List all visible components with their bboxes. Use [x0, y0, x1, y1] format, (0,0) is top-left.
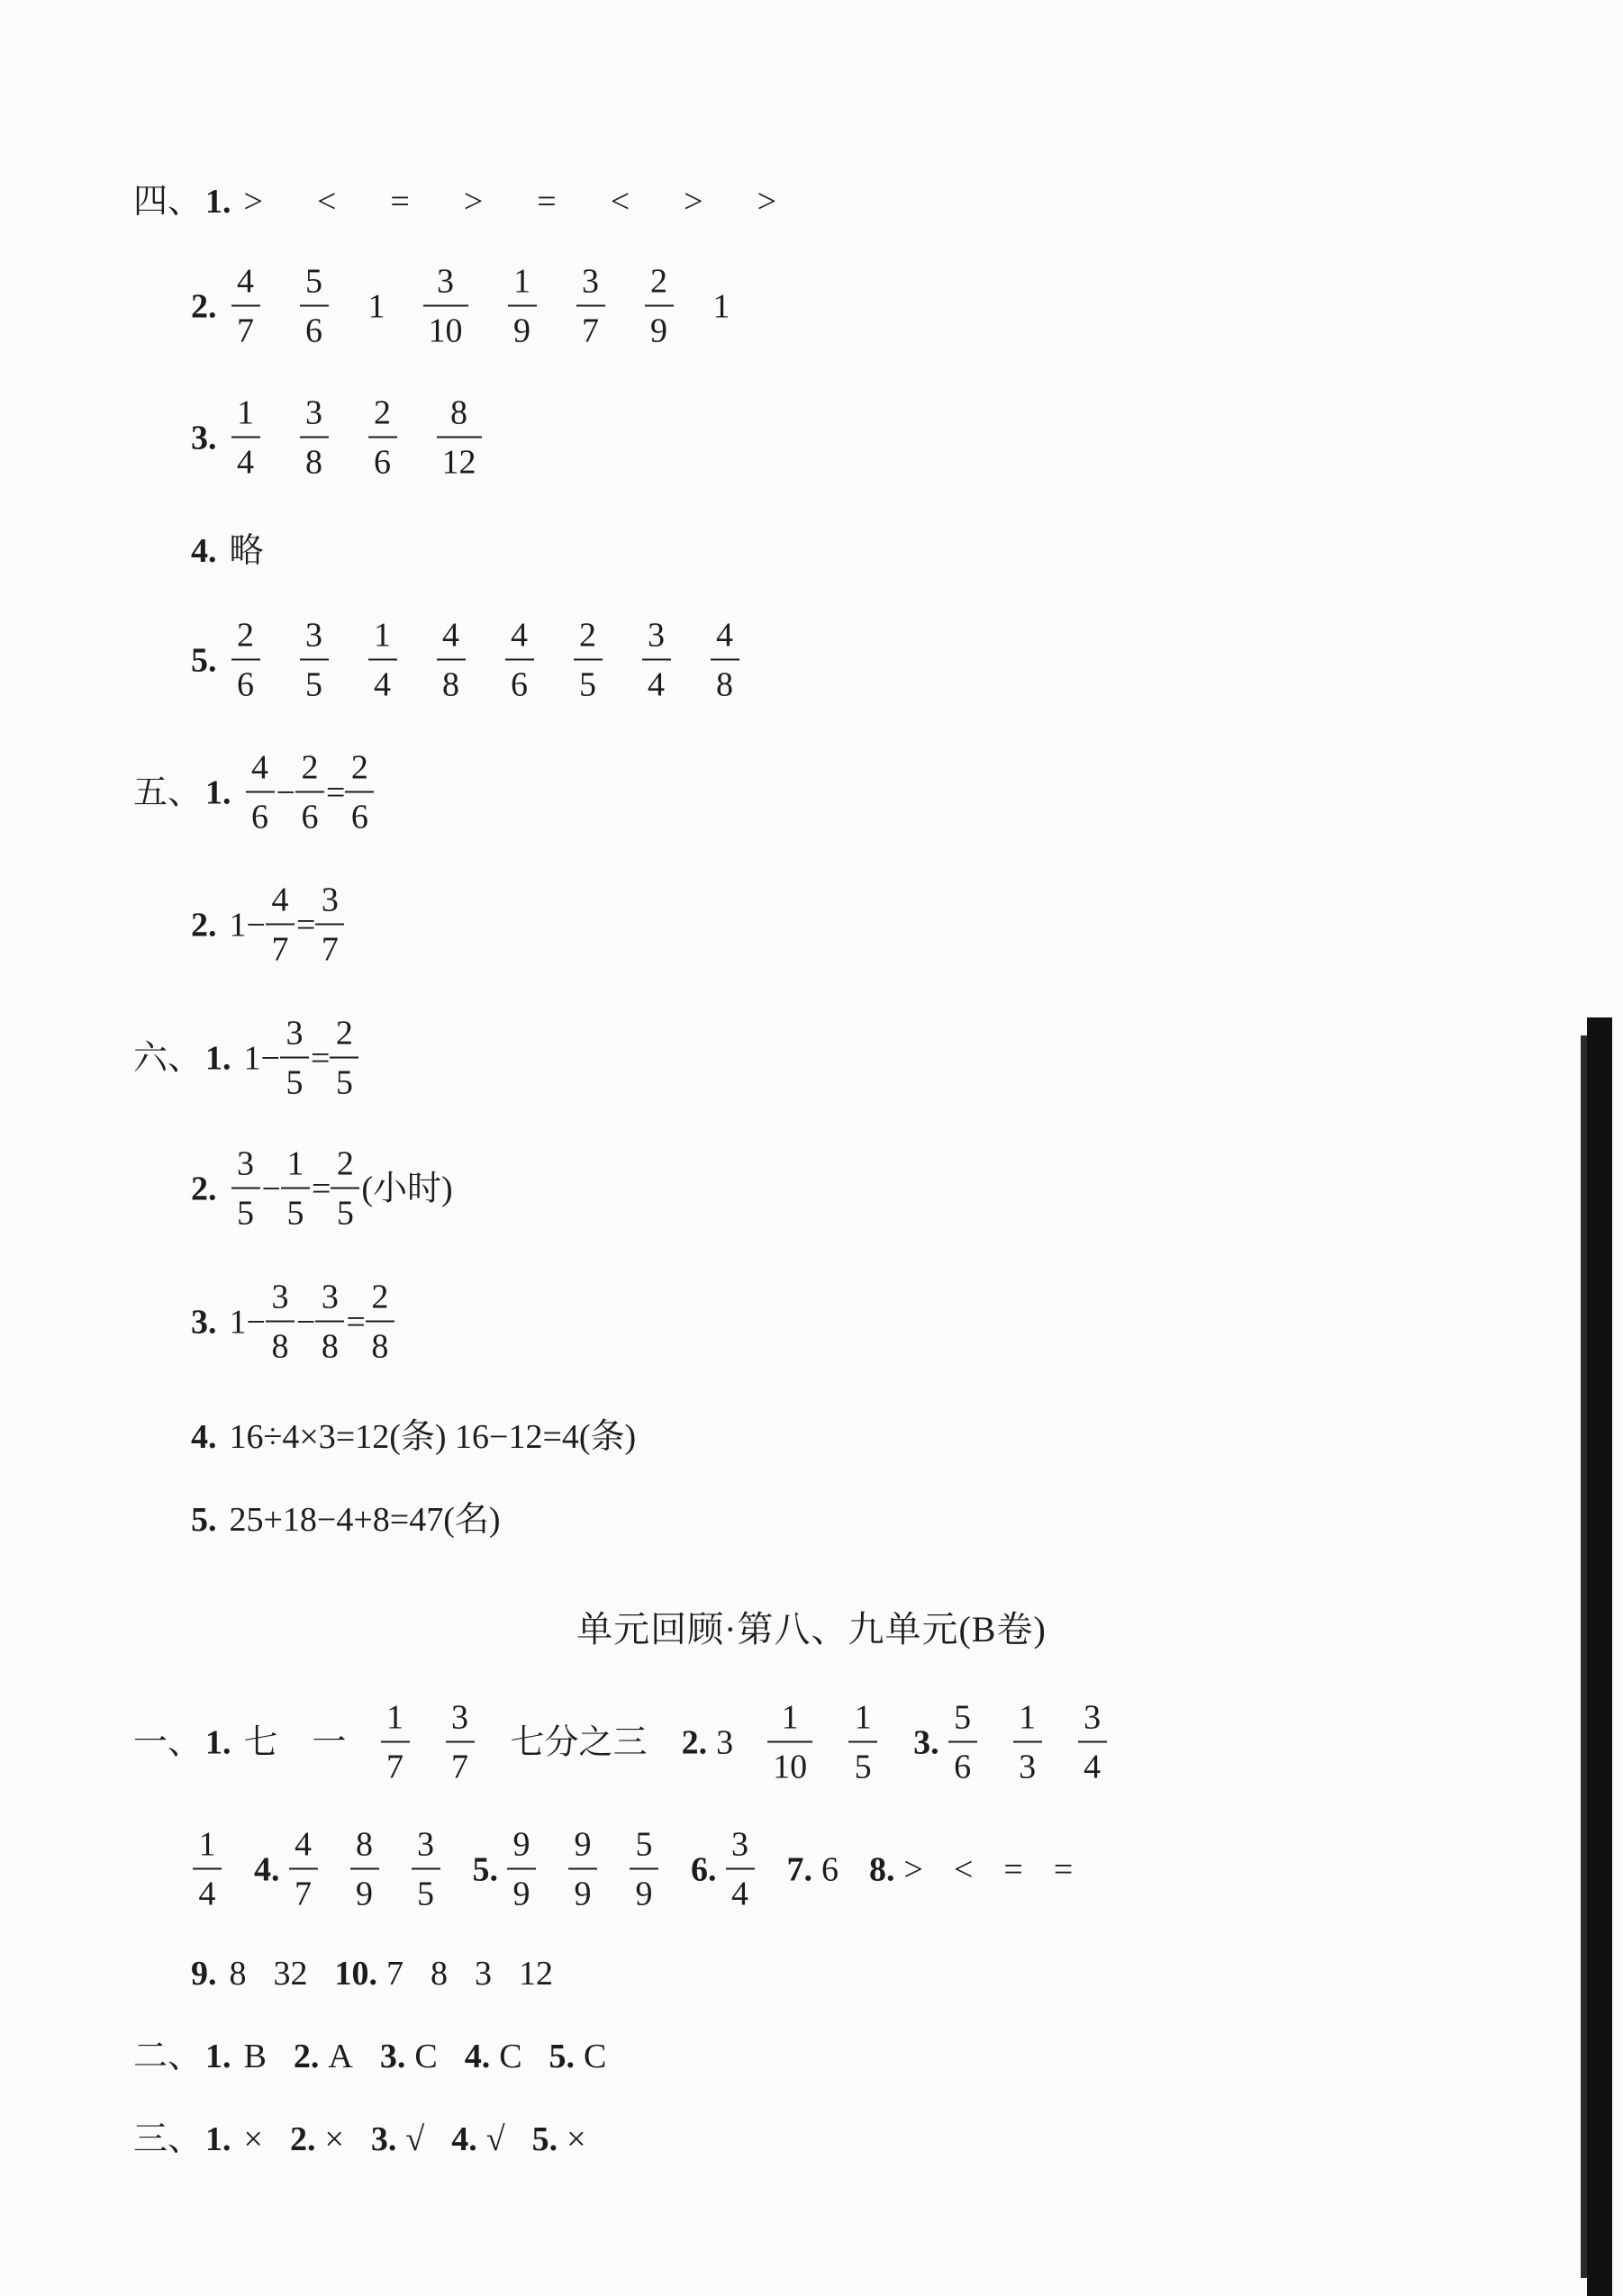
answer-text: 3	[475, 1955, 492, 1993]
question-number: 1.	[205, 2038, 231, 2075]
denominator: 6	[301, 798, 319, 836]
answer-text: 8	[229, 1955, 247, 1993]
fraction	[193, 1825, 222, 1913]
answer-text: ×	[243, 2120, 263, 2158]
denominator: 8	[371, 1327, 389, 1366]
denominator: 5	[417, 1875, 434, 1913]
answer-text: =	[295, 906, 316, 944]
numerator: 3	[321, 881, 339, 919]
fraction	[767, 1698, 812, 1786]
answer-text: 6	[821, 1850, 839, 1888]
question-number: 5.	[531, 2120, 558, 2158]
answer-text: 32	[273, 1955, 308, 1993]
answer-text: 七分之三	[510, 1723, 648, 1761]
numerator: 2	[374, 393, 391, 432]
numerator: 3	[437, 262, 454, 301]
numerator: 1	[513, 262, 530, 301]
answer-text: 3	[716, 1723, 734, 1761]
fraction	[231, 1144, 260, 1233]
answer-text: >	[903, 1850, 923, 1888]
fraction	[505, 616, 534, 704]
denominator: 4	[648, 665, 665, 704]
numerator: 1	[198, 1825, 216, 1864]
answer-text: 1	[367, 287, 385, 325]
fraction	[231, 262, 260, 350]
fraction	[948, 1698, 977, 1786]
numerator: 4	[442, 616, 459, 655]
denominator: 5	[336, 1194, 354, 1233]
numerator: 4	[251, 748, 269, 787]
answer-text: =	[346, 1303, 366, 1341]
numerator: 1	[237, 393, 254, 432]
question-number: 2.	[293, 2038, 320, 2075]
scan-edge-shadow-inner	[1581, 1035, 1587, 2278]
numerator: 9	[574, 1825, 592, 1864]
denominator: 8	[305, 443, 322, 482]
fraction	[266, 1280, 295, 1364]
denominator: 10	[773, 1748, 808, 1786]
answer-line	[191, 1503, 501, 1537]
section-label: 六、	[133, 1039, 203, 1077]
question-number: 2.	[289, 2120, 316, 2158]
denominator: 8	[321, 1327, 339, 1366]
question-number: 3.	[379, 2038, 406, 2075]
denominator: 9	[574, 1875, 592, 1913]
denominator: 5	[305, 665, 322, 704]
numerator: 3	[321, 1278, 339, 1316]
fraction	[437, 393, 482, 482]
fraction	[446, 1698, 475, 1786]
answer-text: =	[1003, 1850, 1023, 1888]
fraction	[508, 262, 537, 350]
fraction	[345, 748, 374, 836]
section-title: 单元回顾·第八、九单元(B卷)	[576, 1609, 1047, 1650]
denominator: 6	[374, 443, 391, 482]
fraction	[423, 262, 468, 350]
denominator: 10	[428, 312, 463, 350]
numerator: 4	[511, 616, 528, 655]
question-number: 5.	[472, 1850, 498, 1888]
question-number: 10.	[334, 1955, 377, 1993]
fraction	[726, 1825, 755, 1913]
question-number: 2.	[191, 1170, 217, 1207]
fraction	[1013, 1698, 1042, 1786]
answer-line	[133, 2122, 586, 2156]
fraction	[568, 1825, 597, 1913]
numerator: 5	[305, 262, 322, 301]
answer-text: C	[499, 2038, 522, 2075]
denominator: 12	[441, 443, 476, 482]
question-number: 8.	[869, 1850, 895, 1888]
answer-line	[191, 262, 730, 350]
denominator: 4	[1084, 1748, 1102, 1786]
fraction	[300, 616, 329, 704]
numerator: 9	[512, 1825, 530, 1864]
denominator: 9	[512, 1875, 530, 1913]
fraction	[645, 262, 674, 350]
numerator: 2	[301, 748, 319, 787]
numerator: 3	[237, 1144, 254, 1183]
answer-text: >	[463, 183, 484, 221]
numerator: 3	[271, 1278, 289, 1316]
numerator: 2	[335, 1014, 353, 1053]
denominator: 8	[716, 665, 733, 704]
numerator: 3	[305, 393, 322, 432]
denominator: 6	[237, 665, 254, 704]
denominator: 8	[271, 1327, 289, 1366]
numerator: 2	[237, 616, 254, 655]
denominator: 6	[251, 798, 269, 836]
answer-line	[191, 616, 741, 704]
fraction	[295, 748, 324, 836]
denominator: 9	[635, 1875, 653, 1913]
fraction	[350, 1825, 379, 1913]
fraction	[315, 1280, 344, 1364]
fraction	[368, 393, 397, 482]
question-number: 4.	[191, 1418, 217, 1456]
answer-line	[133, 1698, 1109, 1786]
fraction	[231, 616, 260, 704]
denominator: 9	[513, 312, 530, 350]
answer-line	[191, 1144, 453, 1233]
question-number: 9.	[191, 1955, 217, 1993]
fraction	[368, 616, 397, 704]
question-number: 2.	[191, 906, 217, 944]
section-label: 五、	[133, 773, 203, 811]
question-number: 4.	[254, 1850, 280, 1888]
numerator: 2	[650, 262, 667, 301]
question-number: 1.	[205, 2120, 231, 2158]
section-label: 一、	[133, 1723, 203, 1761]
fraction	[281, 1144, 310, 1233]
question-number: 5.	[191, 641, 217, 679]
numerator: 1	[386, 1698, 404, 1737]
scan-edge-shadow	[1587, 1017, 1612, 2296]
answer-line	[191, 1957, 553, 1991]
fraction	[331, 1144, 359, 1233]
question-number: 4.	[191, 532, 217, 570]
fraction	[300, 262, 329, 350]
denominator: 7	[271, 930, 289, 969]
numerator: 2	[350, 748, 368, 787]
answer-text: 16÷4×3=12(条) 16−12=4(条)	[229, 1418, 637, 1456]
question-number: 3.	[913, 1723, 939, 1761]
denominator: 7	[295, 1875, 312, 1913]
numerator: 8	[356, 1825, 373, 1864]
denominator: 3	[1019, 1748, 1037, 1786]
fraction	[574, 616, 603, 704]
answer-text: −	[261, 1170, 281, 1207]
numerator: 1	[1019, 1698, 1037, 1737]
answer-text: 1−	[243, 1039, 280, 1077]
fraction	[330, 1014, 358, 1102]
question-number: 1.	[205, 1039, 231, 1077]
fraction	[630, 1825, 658, 1913]
denominator: 4	[731, 1875, 748, 1913]
answer-text: √	[485, 2120, 505, 2158]
answer-line	[133, 185, 776, 219]
fraction	[437, 616, 466, 704]
denominator: 4	[237, 443, 254, 482]
numerator: 5	[635, 1825, 653, 1864]
numerator: 3	[451, 1698, 469, 1737]
denominator: 5	[286, 1063, 304, 1102]
answer-text: 25+18−4+8=47(名)	[229, 1501, 501, 1539]
answer-text: 7	[386, 1955, 403, 1993]
answer-line	[133, 2039, 606, 2074]
answer-text: <	[953, 1850, 974, 1888]
question-number: 6.	[691, 1850, 717, 1888]
section-label: 二、	[133, 2038, 203, 2075]
answer-line	[133, 748, 376, 836]
answer-text: 1−	[229, 906, 266, 944]
fraction	[231, 393, 260, 482]
numerator: 3	[286, 1014, 304, 1053]
question-number: 2.	[191, 287, 217, 325]
question-number: 1.	[205, 773, 231, 811]
denominator: 6	[350, 798, 368, 836]
question-number: 2.	[681, 1723, 708, 1761]
denominator: 5	[237, 1194, 254, 1233]
denominator: 8	[442, 665, 459, 704]
numerator: 3	[648, 616, 665, 655]
question-number: 5.	[549, 2038, 576, 2075]
denominator: 5	[854, 1748, 872, 1786]
answer-text: 略	[229, 532, 264, 570]
numerator: 2	[579, 616, 596, 655]
numerator: 4	[237, 262, 254, 301]
question-number: 4.	[464, 2038, 491, 2075]
answer-text: C	[584, 2038, 607, 2075]
question-number: 4.	[451, 2120, 477, 2158]
numerator: 3	[582, 262, 599, 301]
answer-text: =	[310, 1039, 331, 1077]
fraction	[300, 393, 329, 482]
answer-text: C	[414, 2038, 438, 2075]
question-number: 1.	[205, 1723, 231, 1761]
question-number: 5.	[191, 1501, 217, 1539]
answer-text: B	[243, 2038, 267, 2075]
answer-text: 七	[243, 1723, 278, 1761]
numerator: 2	[371, 1278, 389, 1316]
numerator: 3	[1084, 1698, 1102, 1737]
fraction	[412, 1825, 440, 1913]
question-number: 1.	[205, 183, 231, 221]
answer-text: >	[684, 183, 703, 221]
fraction	[280, 1014, 309, 1102]
answer-text: 一	[312, 1723, 347, 1761]
fraction	[507, 1825, 536, 1913]
fraction	[381, 1698, 410, 1786]
answer-text: √	[405, 2120, 425, 2158]
answer-text: <	[610, 183, 630, 221]
answer-text: −	[276, 773, 295, 811]
answer-text: =	[390, 183, 410, 221]
question-number: 7.	[786, 1850, 812, 1888]
denominator: 4	[198, 1875, 216, 1913]
answer-text: =	[1053, 1850, 1074, 1888]
numerator: 1	[854, 1698, 872, 1737]
fraction	[266, 883, 295, 967]
answer-text: =	[537, 183, 557, 221]
answer-line	[191, 1280, 396, 1364]
denominator: 9	[356, 1875, 373, 1913]
answer-line	[191, 883, 346, 967]
question-number: 3.	[370, 2120, 397, 2158]
denominator: 7	[582, 312, 599, 350]
fraction	[246, 748, 275, 836]
fraction	[315, 883, 344, 967]
answer-text: ×	[567, 2120, 586, 2158]
section-label: 四、	[133, 183, 203, 221]
question-number: 3.	[191, 1303, 217, 1341]
answer-text: 1−	[229, 1303, 266, 1341]
answer-line	[191, 393, 484, 482]
answer-text: ×	[324, 2120, 344, 2158]
numerator: 3	[731, 1825, 748, 1864]
answer-text: >	[757, 183, 777, 221]
denominator: 9	[650, 312, 667, 350]
answer-text: −	[295, 1303, 316, 1341]
denominator: 7	[386, 1748, 404, 1786]
numerator: 3	[417, 1825, 434, 1864]
denominator: 6	[305, 312, 322, 350]
denominator: 5	[335, 1063, 353, 1102]
answer-text: 12	[519, 1955, 553, 1993]
answer-line	[191, 1420, 636, 1454]
fraction	[642, 616, 671, 704]
section-label: 三、	[133, 2120, 203, 2158]
numerator: 1	[374, 616, 391, 655]
answer-line	[133, 1014, 360, 1102]
answer-line	[191, 1825, 1074, 1913]
denominator: 7	[237, 312, 254, 350]
fraction	[366, 1280, 394, 1364]
numerator: 5	[954, 1698, 972, 1737]
denominator: 4	[374, 665, 391, 704]
answer-text: =	[325, 773, 346, 811]
answer-text: 8	[431, 1955, 448, 1993]
numerator: 4	[295, 1825, 312, 1864]
denominator: 5	[286, 1194, 304, 1233]
numerator: 2	[336, 1144, 354, 1183]
numerator: 1	[286, 1144, 304, 1183]
denominator: 7	[321, 930, 339, 969]
fraction	[576, 262, 605, 350]
numerator: 3	[305, 616, 322, 655]
fraction	[289, 1825, 318, 1913]
numerator: 1	[781, 1698, 799, 1737]
denominator: 7	[451, 1748, 469, 1786]
fraction	[1078, 1698, 1107, 1786]
answer-line	[191, 534, 264, 568]
answer-text: (小时)	[361, 1170, 453, 1207]
answer-text: 1	[712, 287, 730, 325]
answer-text: >	[243, 183, 263, 221]
numerator: 4	[716, 616, 733, 655]
denominator: 6	[954, 1748, 972, 1786]
fraction	[848, 1698, 877, 1786]
denominator: 6	[511, 665, 528, 704]
answer-text: =	[311, 1170, 331, 1207]
answer-text: A	[328, 2038, 353, 2075]
question-number: 3.	[191, 419, 217, 456]
numerator: 8	[450, 393, 467, 432]
numerator: 4	[271, 881, 289, 919]
denominator: 5	[579, 665, 596, 704]
answer-text: <	[316, 183, 337, 221]
fraction	[711, 616, 739, 704]
